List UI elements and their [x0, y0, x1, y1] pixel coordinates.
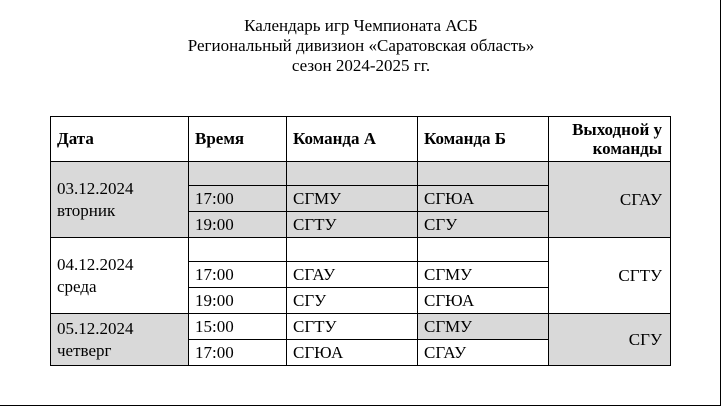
column-header-time: Время	[189, 117, 287, 162]
team-b-cell: СГЮА	[418, 288, 549, 314]
weekday-value: среда	[57, 276, 97, 296]
schedule-table	[50, 116, 671, 366]
column-header-dayoff-line1: Выходной у	[572, 120, 662, 139]
team-b-cell-empty	[418, 238, 549, 262]
time-cell: 17:00	[189, 262, 287, 288]
time-cell: 17:00	[189, 340, 287, 366]
document-header	[0, 16, 722, 76]
team-a-cell: СГМУ	[287, 186, 418, 212]
weekday-value: четверг	[57, 340, 112, 360]
column-header-team-a: Команда А	[287, 117, 418, 162]
date-cell	[51, 314, 189, 366]
column-header-dayoff-line2: команды	[592, 139, 662, 158]
team-b-cell: СГМУ	[418, 262, 549, 288]
date-value: 05.12.2024	[57, 318, 134, 338]
dayoff-cell: СГУ	[549, 314, 671, 366]
time-cell: 19:00	[189, 288, 287, 314]
date-cell	[51, 238, 189, 314]
team-a-cell: СГТУ	[287, 212, 418, 238]
time-cell: 15:00	[189, 314, 287, 340]
team-b-cell: СГАУ	[418, 340, 549, 366]
team-a-cell: СГЮА	[287, 340, 418, 366]
table-row	[51, 314, 671, 340]
table-header-row	[51, 117, 671, 162]
team-a-cell-empty	[287, 162, 418, 186]
column-header-dayoff	[549, 117, 671, 162]
team-a-cell: СГТУ	[287, 314, 418, 340]
date-value: 03.12.2024	[57, 178, 134, 198]
header-division: Региональный дивизион «Саратовская область»	[187, 36, 535, 55]
table-row	[51, 238, 671, 262]
time-cell-empty	[189, 162, 287, 186]
column-header-date: Дата	[51, 117, 189, 162]
team-b-cell: СГЮА	[418, 186, 549, 212]
header-season: сезон 2024-2025 гг.	[291, 56, 431, 75]
team-a-cell-empty	[287, 238, 418, 262]
team-a-cell: СГАУ	[287, 262, 418, 288]
dayoff-cell: СГТУ	[549, 238, 671, 314]
table-row	[51, 162, 671, 186]
date-cell	[51, 162, 189, 238]
time-cell-empty	[189, 238, 287, 262]
header-title: Календарь игр Чемпионата АСБ	[244, 16, 478, 35]
dayoff-cell: СГАУ	[549, 162, 671, 238]
time-cell: 19:00	[189, 212, 287, 238]
team-b-cell: СГУ	[418, 212, 549, 238]
team-b-cell: СГМУ	[418, 314, 549, 340]
column-header-team-b: Команда Б	[418, 117, 549, 162]
team-a-cell: СГУ	[287, 288, 418, 314]
weekday-value: вторник	[57, 200, 116, 220]
time-cell: 17:00	[189, 186, 287, 212]
date-value: 04.12.2024	[57, 254, 134, 274]
team-b-cell-empty	[418, 162, 549, 186]
